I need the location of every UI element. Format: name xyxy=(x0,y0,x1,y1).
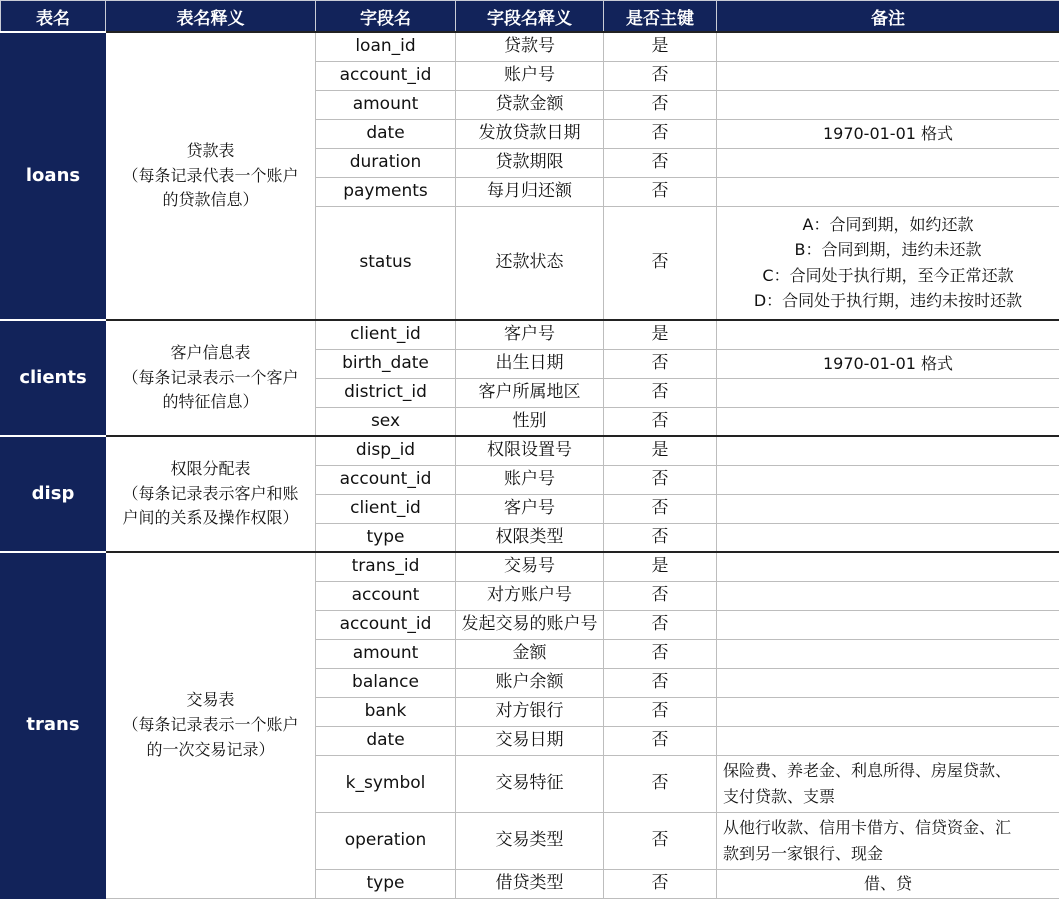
field-meaning-cell: 贷款金额 xyxy=(456,90,604,119)
field-name-cell: account xyxy=(316,581,456,610)
table-row xyxy=(1,436,1059,465)
remark-line: D：合同处于执行期，违约未按时还款 xyxy=(721,288,1055,314)
primary-key-cell: 否 xyxy=(604,697,717,726)
primary-key-cell: 否 xyxy=(604,349,717,378)
table-description-line: 权限分配表 xyxy=(110,457,311,482)
field-meaning-cell: 发放贷款日期 xyxy=(456,119,604,148)
remark-cell xyxy=(717,90,1059,119)
table-row xyxy=(1,32,1059,61)
remark-cell xyxy=(717,465,1059,494)
table-name-cell: clients xyxy=(1,320,106,436)
table-description-line: 的贷款信息） xyxy=(110,188,311,213)
primary-key-cell: 否 xyxy=(604,61,717,90)
primary-key-cell: 否 xyxy=(604,465,717,494)
table-description-cell xyxy=(106,32,316,320)
header-remark: 备注 xyxy=(717,1,1059,33)
field-name-cell: account_id xyxy=(316,61,456,90)
remark-cell: 借、贷 xyxy=(717,869,1059,898)
primary-key-cell: 否 xyxy=(604,523,717,552)
field-name-cell: amount xyxy=(316,90,456,119)
remark-cell xyxy=(717,436,1059,465)
field-meaning-cell: 客户所属地区 xyxy=(456,378,604,407)
field-name-cell: account_id xyxy=(316,610,456,639)
schema-body xyxy=(1,32,1059,898)
field-meaning-cell: 每月归还额 xyxy=(456,177,604,206)
field-meaning-cell: 性别 xyxy=(456,407,604,436)
primary-key-cell: 否 xyxy=(604,610,717,639)
primary-key-cell: 否 xyxy=(604,812,717,869)
primary-key-cell: 否 xyxy=(604,755,717,812)
table-description-cell xyxy=(106,436,316,552)
field-name-cell: date xyxy=(316,726,456,755)
field-meaning-cell: 交易号 xyxy=(456,552,604,581)
field-name-cell: type xyxy=(316,869,456,898)
field-meaning-cell: 权限设置号 xyxy=(456,436,604,465)
table-description-line: （每条记录表示客户和账 xyxy=(110,482,311,507)
field-name-cell: balance xyxy=(316,668,456,697)
field-meaning-cell: 借贷类型 xyxy=(456,869,604,898)
field-name-cell: bank xyxy=(316,697,456,726)
remark-cell xyxy=(717,494,1059,523)
primary-key-cell: 否 xyxy=(604,639,717,668)
header-field-meaning: 字段名释义 xyxy=(456,1,604,33)
primary-key-cell: 是 xyxy=(604,320,717,349)
table-row xyxy=(1,552,1059,581)
primary-key-cell: 否 xyxy=(604,726,717,755)
field-meaning-cell: 出生日期 xyxy=(456,349,604,378)
remark-cell xyxy=(717,755,1059,812)
field-meaning-cell: 权限类型 xyxy=(456,523,604,552)
table-description-line: 的一次交易记录） xyxy=(110,738,311,763)
remark-cell xyxy=(717,610,1059,639)
remark-line: 保险费、养老金、利息所得、房屋贷款、 xyxy=(723,758,1055,784)
remark-cell: 1970-01-01 格式 xyxy=(717,349,1059,378)
remark-cell xyxy=(717,668,1059,697)
table-description-line: （每条记录代表一个账户 xyxy=(110,164,311,189)
primary-key-cell: 否 xyxy=(604,206,717,320)
remark-cell xyxy=(717,407,1059,436)
primary-key-cell: 否 xyxy=(604,581,717,610)
field-name-cell: amount xyxy=(316,639,456,668)
primary-key-cell: 否 xyxy=(604,119,717,148)
primary-key-cell: 否 xyxy=(604,378,717,407)
table-description-line: （每条记录表示一个客户 xyxy=(110,366,311,391)
field-name-cell: payments xyxy=(316,177,456,206)
table-name-cell: trans xyxy=(1,552,106,898)
primary-key-cell: 否 xyxy=(604,90,717,119)
remark-cell xyxy=(717,726,1059,755)
field-name-cell: birth_date xyxy=(316,349,456,378)
remark-cell xyxy=(717,552,1059,581)
field-name-cell: trans_id xyxy=(316,552,456,581)
primary-key-cell: 否 xyxy=(604,148,717,177)
remark-line: 支付贷款、支票 xyxy=(723,784,1055,810)
table-description-cell xyxy=(106,320,316,436)
remark-line: C：合同处于执行期，至今正常还款 xyxy=(721,263,1055,289)
field-name-cell: sex xyxy=(316,407,456,436)
field-name-cell: account_id xyxy=(316,465,456,494)
remark-cell xyxy=(717,697,1059,726)
remark-line: B：合同到期，违约未还款 xyxy=(721,237,1055,263)
field-meaning-cell: 账户余额 xyxy=(456,668,604,697)
remark-cell xyxy=(717,639,1059,668)
field-name-cell: k_symbol xyxy=(316,755,456,812)
field-meaning-cell: 贷款号 xyxy=(456,32,604,61)
remark-line: A：合同到期，如约还款 xyxy=(721,212,1055,238)
header-field-name: 字段名 xyxy=(316,1,456,33)
field-meaning-cell: 对方账户号 xyxy=(456,581,604,610)
remark-cell xyxy=(717,320,1059,349)
remark-cell: 1970-01-01 格式 xyxy=(717,119,1059,148)
table-description-cell xyxy=(106,552,316,898)
field-meaning-cell: 交易特征 xyxy=(456,755,604,812)
primary-key-cell: 是 xyxy=(604,552,717,581)
field-name-cell: client_id xyxy=(316,494,456,523)
table-name-cell: loans xyxy=(1,32,106,320)
field-meaning-cell: 还款状态 xyxy=(456,206,604,320)
remark-cell xyxy=(717,812,1059,869)
remark-cell xyxy=(717,523,1059,552)
field-meaning-cell: 对方银行 xyxy=(456,697,604,726)
field-meaning-cell: 账户号 xyxy=(456,61,604,90)
header-primary-key: 是否主键 xyxy=(604,1,717,33)
table-description-line: 的特征信息） xyxy=(110,390,311,415)
remark-line: 款到另一家银行、现金 xyxy=(723,841,1055,867)
primary-key-cell: 否 xyxy=(604,869,717,898)
remark-cell xyxy=(717,206,1059,320)
remark-cell xyxy=(717,148,1059,177)
table-description-line: 交易表 xyxy=(110,688,311,713)
field-name-cell: loan_id xyxy=(316,32,456,61)
field-name-cell: disp_id xyxy=(316,436,456,465)
remark-cell xyxy=(717,378,1059,407)
header-table-meaning: 表名释义 xyxy=(106,1,316,33)
header-table-name: 表名 xyxy=(1,1,106,33)
remark-line: 从他行收款、信用卡借方、信贷资金、汇 xyxy=(723,815,1055,841)
field-name-cell: status xyxy=(316,206,456,320)
field-name-cell: client_id xyxy=(316,320,456,349)
table-description-line: 贷款表 xyxy=(110,139,311,164)
primary-key-cell: 否 xyxy=(604,494,717,523)
primary-key-cell: 是 xyxy=(604,32,717,61)
field-name-cell: type xyxy=(316,523,456,552)
table-description-line: （每条记录表示一个账户 xyxy=(110,713,311,738)
primary-key-cell: 否 xyxy=(604,177,717,206)
remark-cell xyxy=(717,61,1059,90)
field-name-cell: date xyxy=(316,119,456,148)
field-meaning-cell: 交易日期 xyxy=(456,726,604,755)
field-meaning-cell: 客户号 xyxy=(456,494,604,523)
field-meaning-cell: 客户号 xyxy=(456,320,604,349)
field-meaning-cell: 账户号 xyxy=(456,465,604,494)
remark-cell xyxy=(717,581,1059,610)
field-name-cell: district_id xyxy=(316,378,456,407)
field-name-cell: duration xyxy=(316,148,456,177)
header-row xyxy=(1,1,1059,33)
table-row xyxy=(1,320,1059,349)
table-description-line: 客户信息表 xyxy=(110,341,311,366)
field-meaning-cell: 发起交易的账户号 xyxy=(456,610,604,639)
field-meaning-cell: 贷款期限 xyxy=(456,148,604,177)
field-meaning-cell: 交易类型 xyxy=(456,812,604,869)
table-description-line: 户间的关系及操作权限） xyxy=(110,506,311,531)
remark-cell xyxy=(717,32,1059,61)
field-name-cell: operation xyxy=(316,812,456,869)
table-name-cell: disp xyxy=(1,436,106,552)
remark-cell xyxy=(717,177,1059,206)
primary-key-cell: 否 xyxy=(604,407,717,436)
field-meaning-cell: 金额 xyxy=(456,639,604,668)
primary-key-cell: 是 xyxy=(604,436,717,465)
primary-key-cell: 否 xyxy=(604,668,717,697)
